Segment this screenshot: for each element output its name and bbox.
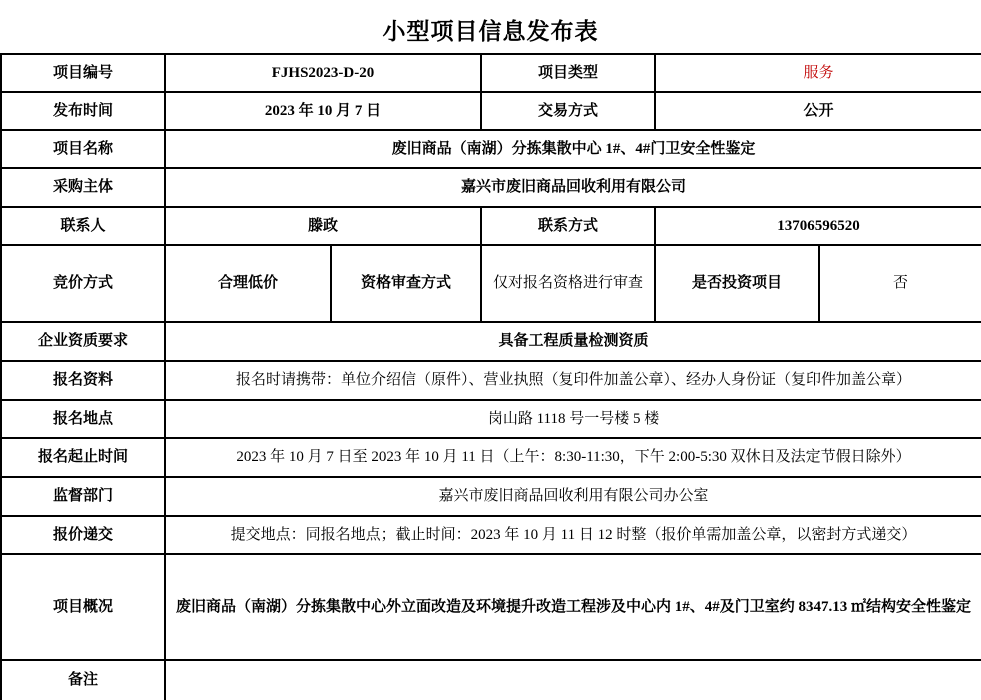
cell-project-name-label: 项目名称 bbox=[1, 130, 165, 168]
cell-project-code-label: 项目编号 bbox=[1, 54, 165, 92]
table-row bbox=[1, 130, 981, 168]
table-row bbox=[1, 361, 981, 400]
cell-bidding-method-value: 合理低价 bbox=[165, 245, 331, 322]
cell-registration-materials-label: 报名资料 bbox=[1, 361, 165, 400]
table-row bbox=[1, 54, 981, 92]
cell-registration-period-value: 2023 年 10 月 7 日至 2023 年 10 月 11 日（上午：8:30-11:30，下午 2:00-5:30 双休日及法定节假日除外） bbox=[165, 438, 981, 477]
cell-purchaser-label: 采购主体 bbox=[1, 168, 165, 207]
cell-investment-project-label: 是否投资项目 bbox=[655, 245, 819, 322]
cell-project-overview-label: 项目概况 bbox=[1, 554, 165, 660]
cell-remarks-value bbox=[165, 660, 981, 700]
cell-project-code-value: FJHS2023-D-20 bbox=[165, 54, 481, 92]
cell-registration-period-label: 报名起止时间 bbox=[1, 438, 165, 477]
cell-registration-location-label: 报名地点 bbox=[1, 400, 165, 438]
table-row bbox=[1, 660, 981, 700]
cell-project-type-label: 项目类型 bbox=[481, 54, 655, 92]
table-row bbox=[1, 516, 981, 554]
cell-project-type-value: 服务 bbox=[655, 54, 981, 92]
table-row bbox=[1, 438, 981, 477]
cell-quote-submission-value: 提交地点：同报名地点；截止时间：2023 年 10 月 11 日 12 时整（报价单需加盖公章，以密封方式递交） bbox=[165, 516, 981, 554]
cell-trade-method-value: 公开 bbox=[655, 92, 981, 130]
table-row bbox=[1, 245, 981, 322]
cell-contact-phone-value: 13706596520 bbox=[655, 207, 981, 245]
cell-qualification-review-value: 仅对报名资格进行审查 bbox=[481, 245, 655, 322]
table-row bbox=[1, 400, 981, 438]
cell-purchaser-value: 嘉兴市废旧商品回收利用有限公司 bbox=[165, 168, 981, 207]
cell-project-overview-value: 废旧商品（南湖）分拣集散中心外立面改造及环境提升改造工程涉及中心内 1#、4#及门卫室约 8347.13 ㎡结构安全性鉴定 bbox=[165, 554, 981, 660]
table-row bbox=[1, 168, 981, 207]
cell-registration-location-value: 岗山路 1118 号一号楼 5 楼 bbox=[165, 400, 981, 438]
cell-registration-materials-value: 报名时请携带：单位介绍信（原件）、营业执照（复印件加盖公章）、经办人身份证（复印件加盖公章） bbox=[165, 361, 981, 400]
cell-remarks-label: 备注 bbox=[1, 660, 165, 700]
cell-publish-date-value: 2023 年 10 月 7 日 bbox=[165, 92, 481, 130]
cell-contact-person-label: 联系人 bbox=[1, 207, 165, 245]
cell-bidding-method-label: 竞价方式 bbox=[1, 245, 165, 322]
cell-investment-project-value: 否 bbox=[819, 245, 981, 322]
table-row bbox=[1, 207, 981, 245]
cell-supervision-department-value: 嘉兴市废旧商品回收利用有限公司办公室 bbox=[165, 477, 981, 516]
page-title: 小型项目信息发布表 bbox=[382, 18, 599, 44]
table-row bbox=[1, 477, 981, 516]
cell-contact-person-value: 滕政 bbox=[165, 207, 481, 245]
cell-qualification-review-label: 资格审查方式 bbox=[331, 245, 481, 322]
table-row bbox=[1, 554, 981, 660]
cell-qualification-requirement-label: 企业资质要求 bbox=[1, 322, 165, 361]
project-info-table bbox=[0, 53, 981, 700]
cell-contact-phone-label: 联系方式 bbox=[481, 207, 655, 245]
cell-quote-submission-label: 报价递交 bbox=[1, 516, 165, 554]
table-row bbox=[1, 322, 981, 361]
cell-publish-date-label: 发布时间 bbox=[1, 92, 165, 130]
cell-supervision-department-label: 监督部门 bbox=[1, 477, 165, 516]
cell-qualification-requirement-value: 具备工程质量检测资质 bbox=[165, 322, 981, 361]
cell-trade-method-label: 交易方式 bbox=[481, 92, 655, 130]
cell-project-name-value: 废旧商品（南湖）分拣集散中心 1#、4#门卫安全性鉴定 bbox=[165, 130, 981, 168]
table-row bbox=[1, 92, 981, 130]
